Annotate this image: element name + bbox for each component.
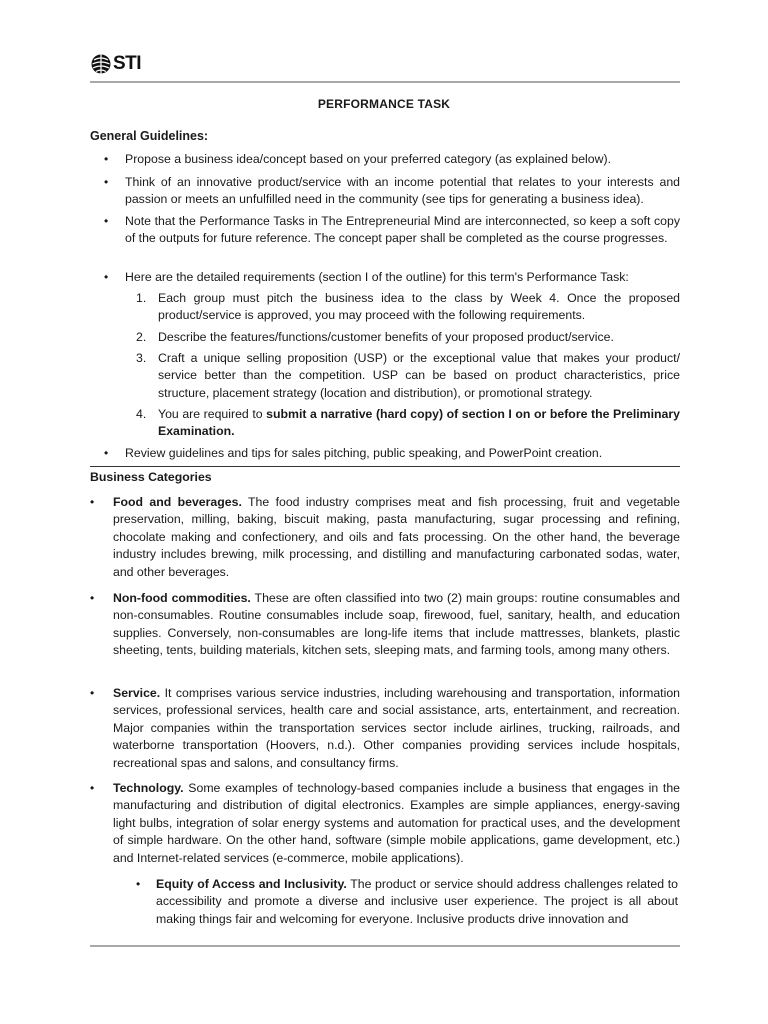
category-label: Non-food commodities.	[113, 591, 251, 605]
category-item	[90, 780, 680, 867]
bullet-icon: •	[104, 214, 109, 228]
category-item	[90, 685, 680, 772]
category-description: The food industry comprises meat and fish processing, fruit and vegetable preservation, milling, baking, biscuit making, pasta manufacturing, sugar processing and refining, chocolate making and confectionery, and oils and fats processing. On the other hand, the beverage industry includes brewing, milk processing, and distilling and manufacturing carbonated sodas, water, and other beverages.	[113, 495, 681, 579]
bullet-icon: •	[90, 495, 95, 509]
category-text	[113, 780, 680, 867]
requirement-number: 1.	[136, 291, 147, 305]
requirement-text	[158, 406, 680, 441]
bullet-icon: •	[104, 175, 109, 189]
category-item	[90, 494, 680, 581]
sub-category-item	[136, 876, 680, 928]
category-text	[113, 494, 680, 581]
requirement-text: Each group must pitch the business idea to the class by Week 4. Once the proposed product/service is approved, you may proceed with the following requirements.	[158, 291, 680, 323]
bullet-icon: •	[136, 877, 141, 891]
bullet-icon: •	[104, 270, 109, 284]
sub-category-text	[156, 876, 678, 928]
category-label: Technology.	[113, 781, 184, 795]
category-label: Service.	[113, 686, 161, 700]
list-item	[104, 213, 680, 248]
requirement-text-bold: submit a narrative (hard copy) of section I on or before the Preliminary Examination.	[158, 407, 681, 439]
list-item	[104, 174, 680, 209]
requirement-text: Craft a unique selling proposition (USP) or the exceptional value that makes your product/ service better than the competition. USP can be based on product characteristics, price structure, placement strategy (location and distribution), or promotional strategy.	[158, 351, 680, 400]
requirement-number: 4.	[136, 407, 147, 421]
sub-category-description: The product or service should address challenges related to accessibility and promote a diverse and inclusive user experience. The project is all about making things fair and welcoming for everyone. Inclusive products drive innovation and	[156, 877, 678, 926]
requirement-number: 2.	[136, 330, 147, 344]
section-divider	[90, 466, 680, 467]
bullet-icon: •	[90, 781, 95, 795]
page-title: PERFORMANCE TASK	[317, 97, 451, 111]
bullet-icon: •	[104, 152, 109, 166]
category-description: It comprises various service industries, including warehousing and transportation, information services, professional services, health care and social assistance, arts, entertainment, and recreation. Major companies within the transportation services sector include airlines, trucking, railroads, and waterborne transportation (Hoovers, n.d.). Other companies providing services include hospitals, recreational spas and salons, and consultancy firms.	[113, 686, 680, 770]
guideline-text: Note that the Performance Tasks in The Entrepreneurial Mind are interconnected, so keep a soft copy of the outputs for future reference. The concept paper shall be completed as the course progresses.	[125, 214, 680, 246]
bullet-icon: •	[90, 591, 95, 605]
category-item	[90, 590, 680, 660]
list-item	[104, 269, 680, 286]
general-guidelines-heading: General Guidelines:	[90, 129, 209, 143]
logo-text: STI	[113, 53, 142, 74]
header-divider	[90, 81, 680, 83]
requirement-text: Describe the features/functions/customer benefits of your proposed product/service.	[158, 330, 614, 344]
guideline-text: Propose a business idea/concept based on your preferred category (as explained below).	[125, 152, 612, 166]
guideline-text: Think of an innovative product/service with an income potential that relates to your interests and passion or meets an unfulfilled need in the community (see tips for generating a business idea).	[125, 175, 680, 207]
requirement-number: 3.	[136, 351, 147, 365]
sub-category-label: Equity of Access and Inclusivity.	[156, 877, 347, 891]
requirement-item	[136, 290, 680, 325]
category-description: Some examples of technology-based companies include a business that engages in the manufacturing and distribution of digital electronics. Examples are simple appliances, energy-saving light bulbs, integration of solar energy systems and automation for practical uses, and the development of simple hardware. On the other hand, software (simple mobile applications, game development, etc.) and Internet-related services (e-commerce, mobile applications).	[113, 781, 680, 865]
guideline-text: Here are the detailed requirements (section I of the outline) for this term's Performance Task:	[125, 270, 629, 284]
category-label: Food and beverages.	[113, 495, 242, 509]
category-description: These are often classified into two (2) main groups: routine consumables and non-consumables. Routine consumables include soap, firewood, fuel, sanitary, health, and education supplies. Conversely, non-consumables are long-life items that include mattresses, blankets, plastic sheeting, tents, building materials, kitchen sets, sleeping mats, and farming tools, among many others.	[113, 591, 680, 658]
bullet-icon: •	[104, 446, 109, 460]
requirement-item	[136, 329, 680, 346]
category-text	[113, 685, 680, 772]
globe-icon	[90, 53, 112, 75]
requirement-text-prefix: You are required to	[158, 407, 267, 421]
sti-logo	[90, 52, 141, 76]
guideline-text: Review guidelines and tips for sales pitching, public speaking, and PowerPoint creation.	[125, 446, 603, 460]
category-text	[113, 590, 680, 660]
footer-divider	[90, 945, 680, 947]
business-categories-heading: Business Categories	[90, 470, 212, 484]
requirement-item	[136, 406, 680, 441]
list-item	[104, 445, 680, 462]
bullet-icon: •	[90, 686, 95, 700]
list-item	[104, 151, 680, 168]
requirement-item	[136, 350, 680, 402]
